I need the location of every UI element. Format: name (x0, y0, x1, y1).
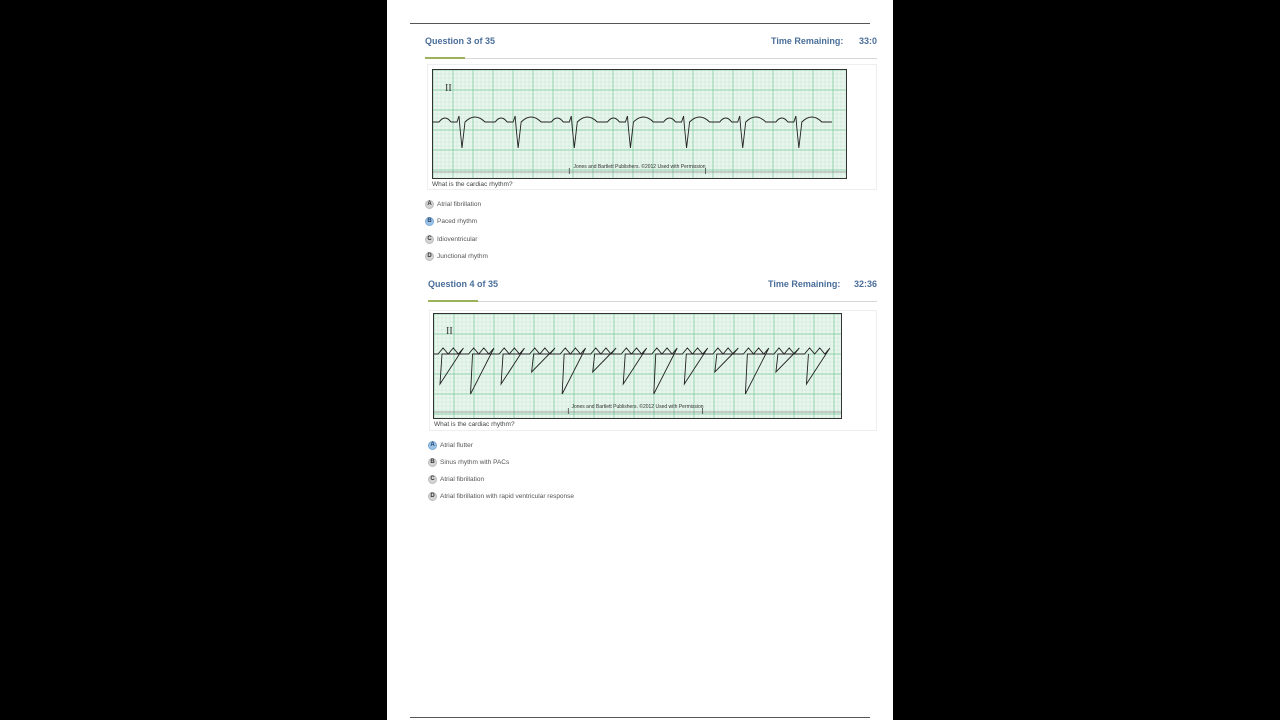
question-header-4 (428, 279, 877, 293)
ecg-lead-label: II (445, 83, 452, 94)
choice-letter-badge: D (425, 252, 434, 261)
question-header-3 (425, 36, 877, 50)
exam-page (387, 0, 893, 720)
time-remaining-label: Time Remaining: (768, 279, 841, 289)
question-prompt: What is the cardiac rhythm? (434, 421, 515, 428)
ecg-strip (432, 69, 847, 179)
ecg-credit-text: Jones and Bartlett Publishers. ©2012 Used with Permission (573, 164, 706, 170)
choice-letter-badge: B (428, 458, 437, 467)
choice-text: Idioventricular (437, 235, 478, 243)
time-remaining-value: 33:0 (858, 36, 877, 46)
answer-choice-a[interactable] (425, 198, 481, 210)
choice-letter-badge: C (425, 235, 434, 244)
header-separator (425, 58, 877, 59)
answer-choice-c[interactable] (428, 473, 484, 485)
answer-choice-b[interactable] (425, 215, 477, 227)
choice-text: Paced rhythm (437, 217, 478, 225)
choice-letter-badge: C (428, 475, 437, 484)
answer-choice-d[interactable] (428, 490, 574, 502)
answer-choice-a[interactable] (428, 439, 473, 451)
ecg-credit-text: Jones and Bartlett Publishers. ©2012 Used with Permission (571, 404, 704, 410)
progress-accent (428, 300, 478, 302)
bottom-divider (410, 717, 870, 718)
choice-text: Junctional rhythm (437, 252, 488, 260)
choice-letter-badge: A (425, 200, 434, 209)
header-separator (428, 301, 877, 302)
choice-letter-badge-selected: A (428, 441, 437, 450)
choice-text: Sinus rhythm with PACs (440, 458, 510, 466)
choice-letter-badge: D (428, 492, 437, 501)
question-card-4 (429, 310, 877, 431)
answer-choice-b[interactable] (428, 456, 509, 468)
top-divider (410, 23, 870, 24)
question-card-3 (427, 64, 877, 190)
answer-choice-d[interactable] (425, 250, 488, 262)
ecg-trace-image (434, 314, 841, 418)
question-prompt: What is the cardiac rhythm? (432, 181, 513, 188)
ecg-lead-label: II (446, 326, 453, 337)
ecg-trace-image (433, 70, 846, 178)
choice-text: Atrial fibrillation with rapid ventricular response (440, 492, 575, 500)
choice-text: Atrial fibrillation (437, 200, 482, 208)
time-remaining-label: Time Remaining: (771, 36, 844, 46)
answer-choice-c[interactable] (425, 233, 477, 245)
ecg-strip (433, 313, 842, 419)
question-number: Question 4 of 35 (428, 279, 499, 289)
choice-letter-badge-selected: B (425, 217, 434, 226)
question-number: Question 3 of 35 (425, 36, 496, 46)
choice-text: Atrial fibrillation (440, 475, 485, 483)
progress-accent (425, 57, 465, 59)
choice-text: Atrial flutter (440, 441, 473, 449)
time-remaining-value: 32:36 (853, 279, 877, 289)
